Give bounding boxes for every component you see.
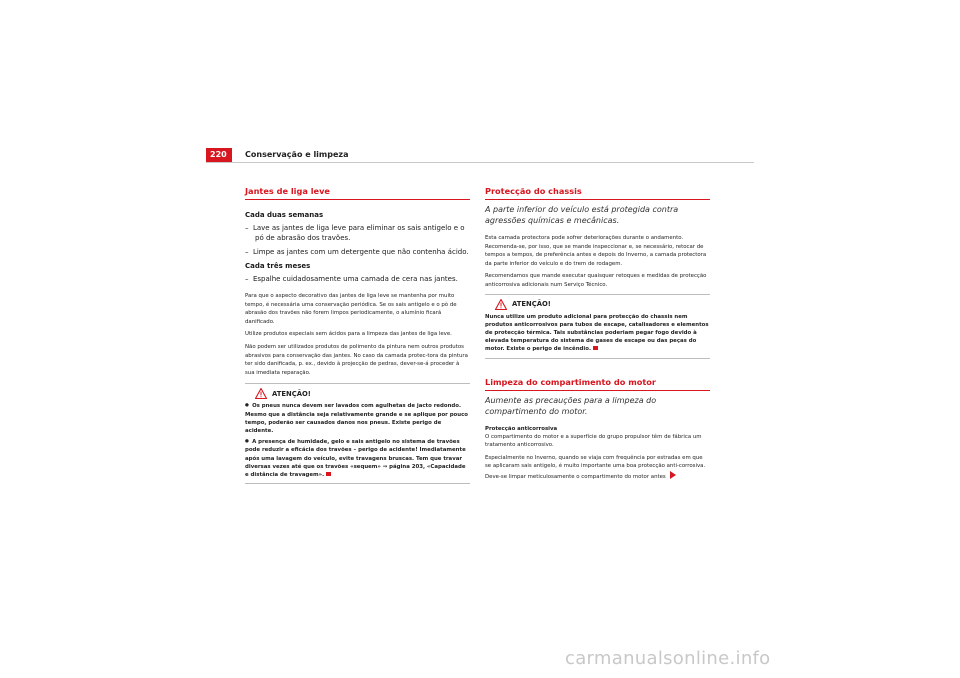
warning-triangle-icon xyxy=(495,299,507,310)
left-column xyxy=(245,186,470,484)
section-title-alloy-wheels: Jantes de liga leve xyxy=(245,186,470,200)
paragraph: O compartimento do motor e a superfície do grupo propulsor têm de fábrica um tratamento anticorrosivo. xyxy=(485,433,702,449)
paragraph: Utilize produtos especiais sem ácidos para a limpeza das jantes de liga leve. xyxy=(245,331,452,338)
section-subtitle: A parte inferior do veículo está protegida contra agressões químicas e mecânicas. xyxy=(485,205,679,225)
paragraph: Não podem ser utilizados produtos de polimento da pintura nem outros produtos abrasivos para conservação das jantes. No caso da camada protec-tora da pintura ter sido danificada, p. ex., devido à projecção de pedras, dever-se-á proceder à sua imediata reparação. xyxy=(245,343,468,376)
paragraph xyxy=(485,454,710,482)
warning-item-text: A presença de humidade, gelo e sais antigelo no sistema de travões pode reduzir a eficácia dos travões – perigo de acidente! Imediatamente após uma lavagem do veículo, evite travagens bruscas. Tem que travar diversas vezes até que os travões «sequem» ⇒ página 203, «Capacidade e distância de travagem». xyxy=(245,439,466,478)
section-title-chassis-protection: Protecção do chassis xyxy=(485,186,710,200)
warning-item-text: Nunca utilize um produto adicional para protecção do chassis nem produtos anticorrosivos para tubos de escape, catalisadores e elementos de protecção térmica. Tais substâncias poderiam pegar fogo devido à elevada temperatura do sistema de gases de escape ou das peças do motor. Existe o perigo de incêndio. xyxy=(485,313,709,353)
warning-title: ATENÇÃO! xyxy=(512,300,551,309)
end-of-section-marker xyxy=(593,346,598,350)
label-every-three-months: Cada três meses xyxy=(245,262,311,270)
paragraph: Esta camada protectora pode sofrer deteriorações durante o andamento. Recomenda-se, por isso, que se mande inspeccionar e, se necessário, retocar de tempos a tempos, de preferência antes e depois do Inverno, a camada protectora da parte inferior do veículo e do trem de rodagem. xyxy=(485,235,707,267)
continue-arrow-icon xyxy=(670,471,676,479)
page-number: 220 xyxy=(206,148,232,162)
header-title: Conservação e limpeza xyxy=(245,150,349,159)
list-item: – Lave as jantes de liga leve para eliminar os sais antigelo e o pó de abrasão dos travões. xyxy=(245,223,470,243)
paragraph: Recomendamos que mande executar quaisquer retoques e medidas de protecção anticorrosiva adicionais num Serviço Técnico. xyxy=(485,273,707,288)
section-title-engine-compartment: Limpeza do compartimento do motor xyxy=(485,377,710,391)
paragraph: Para que o aspecto decorativo das jantes de liga leve se mantenha por muito tempo, é necessária uma conservação periódica. Se os sais antigelo e o pó de abrasão dos travões não forem limpos periodicamente, o alumínio ficará danificado. xyxy=(245,293,457,325)
warning-item: ● Os pneus nunca devem ser lavados com agulhetas de jacto redondo. Mesmo que a distância seja relativamente grande e se aplique por pouco tempo, poderão ser causados danos nos pneus. Existe perigo de acidente. xyxy=(245,402,470,435)
warning-triangle-icon xyxy=(255,388,267,399)
label-every-two-weeks: Cada duas semanas xyxy=(245,211,324,219)
right-column xyxy=(485,186,710,486)
end-of-section-marker xyxy=(326,472,331,476)
warning-title: ATENÇÃO! xyxy=(272,389,311,398)
list-item: – Espalhe cuidadosamente uma camada de cera nas jantes. xyxy=(245,274,470,284)
header-rule xyxy=(206,162,754,163)
warning-item xyxy=(245,438,470,479)
warning-box xyxy=(245,383,470,484)
section-subtitle: Aumente as precauções para a limpeza do compartimento do motor. xyxy=(485,395,657,416)
warning-header xyxy=(245,388,470,399)
warning-header xyxy=(485,299,710,310)
watermark: carmanualsonline.info xyxy=(565,648,771,669)
warning-item xyxy=(485,313,710,354)
warning-box xyxy=(485,294,710,359)
list-item: – Limpe as jantes com um detergente que não contenha ácido. xyxy=(245,247,470,257)
paragraph-text: Especialmente no Inverno, quando se viaja com frequência por estradas em que se aplicaram sais antigelo, é muito importante uma boa protecção anti-corrosiva. Deve-se limpar meticulosamente o compartimento do motor antes xyxy=(485,454,706,480)
label-corrosion-protection: Protecção anticorrosiva xyxy=(485,425,558,432)
